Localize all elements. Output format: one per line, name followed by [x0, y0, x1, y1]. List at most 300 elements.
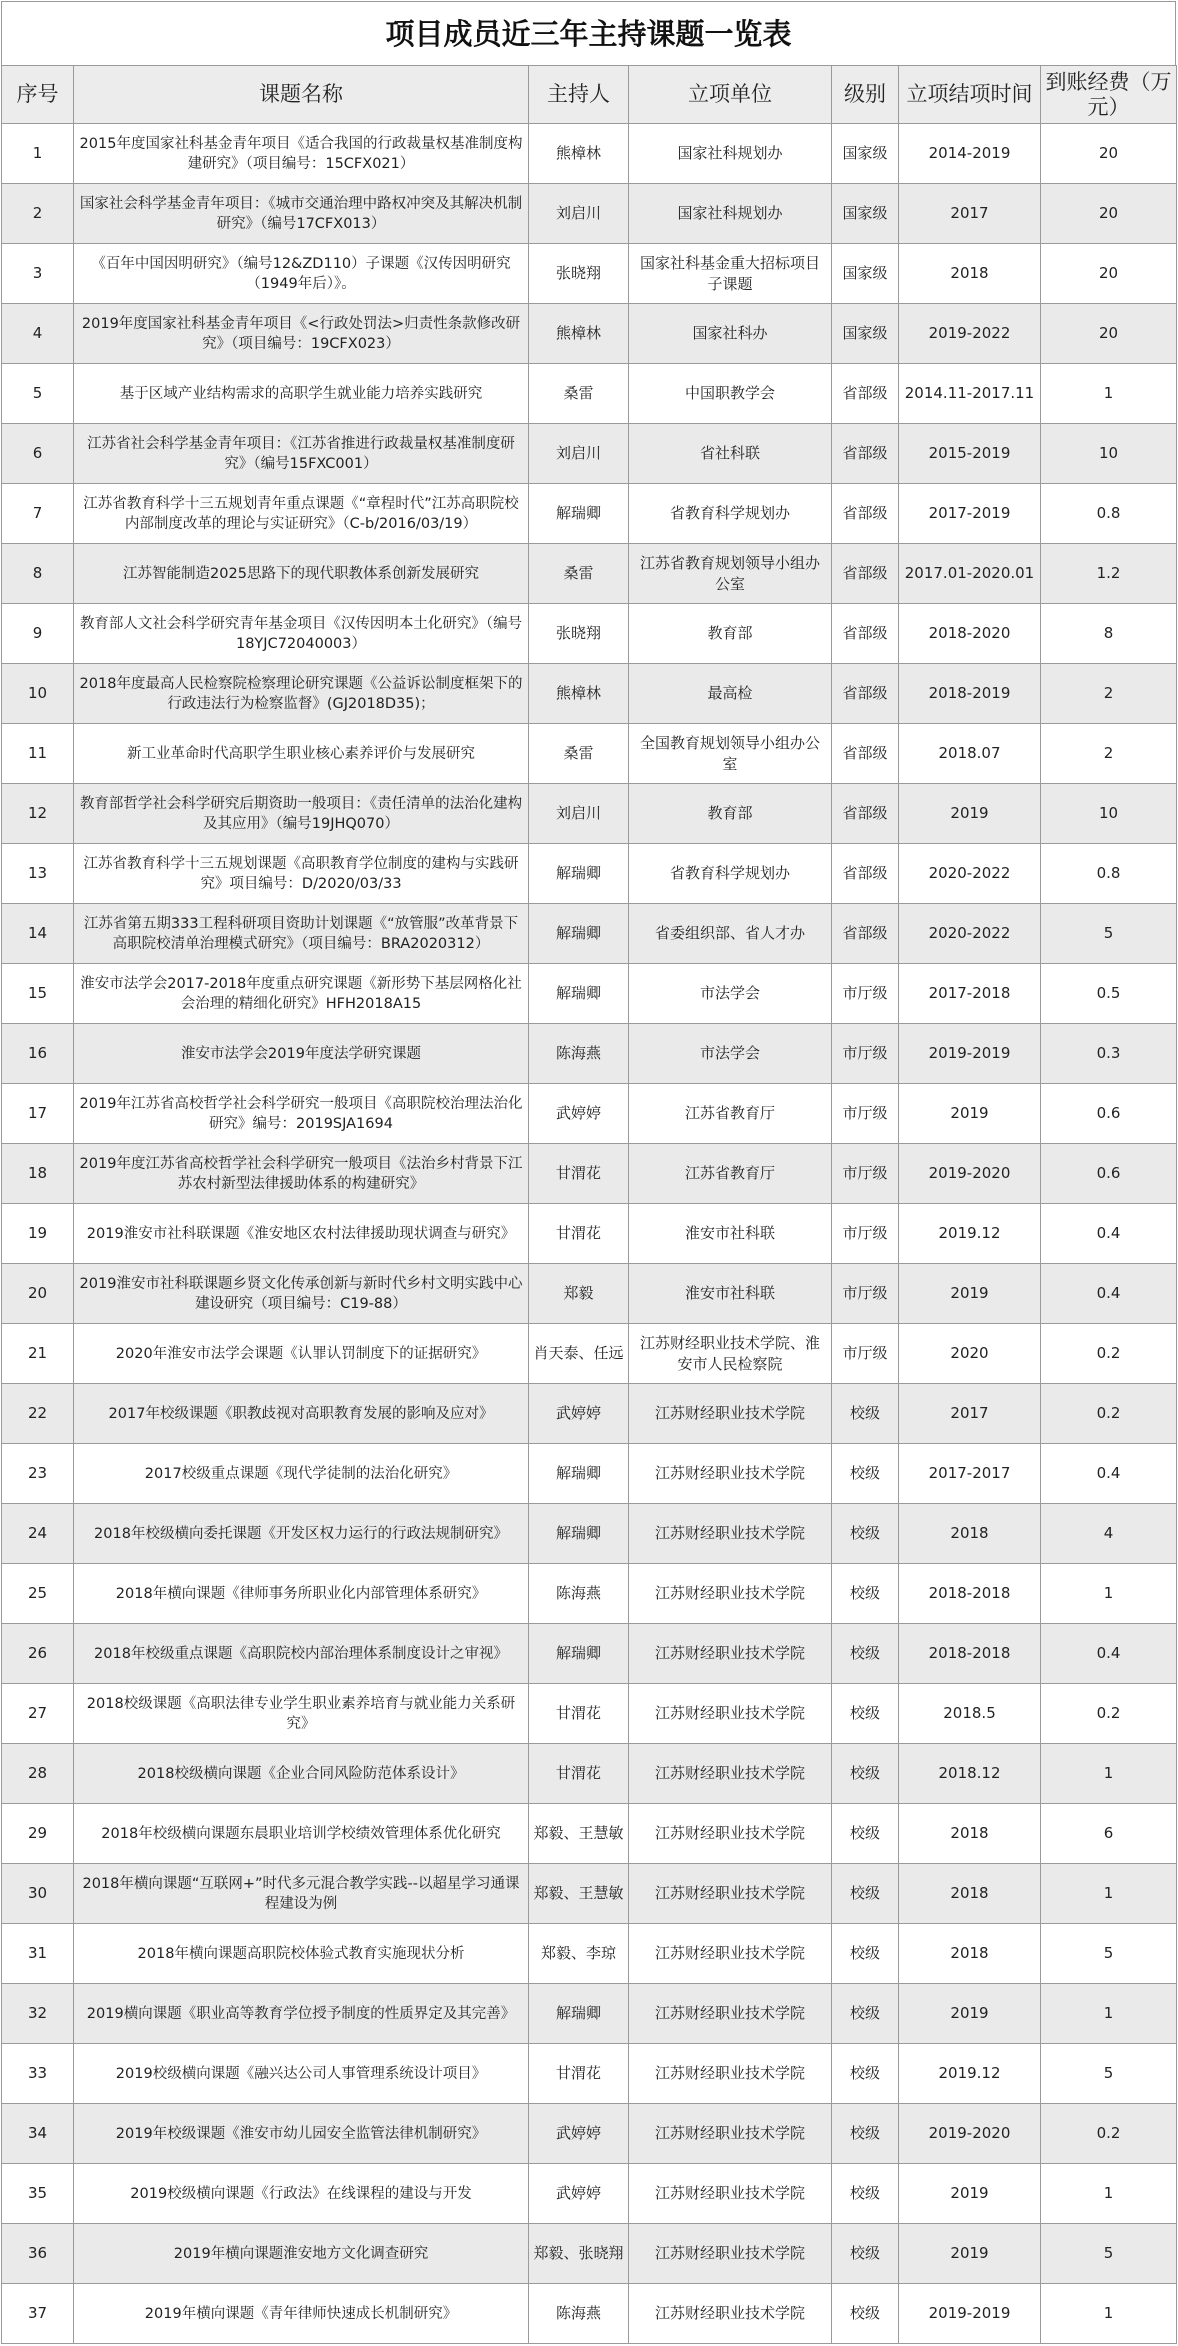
- cell-project-name: 2018年横向课题“互联网+”时代多元混合教学实践--以超星学习通课程建设为例: [74, 1864, 529, 1924]
- cell-index: 22: [2, 1384, 74, 1444]
- cell-host: 陈海燕: [529, 1024, 629, 1084]
- cell-host: 武婷婷: [529, 2164, 629, 2224]
- cell-funding: 0.4: [1041, 1444, 1177, 1504]
- cell-funding: 1: [1041, 1984, 1177, 2044]
- cell-level: 校级: [832, 2164, 899, 2224]
- cell-level: 市厅级: [832, 1024, 899, 1084]
- cell-project-name: 教育部人文社会科学研究青年基金项目《汉传因明本土化研究》（编号 18YJC72040003）: [74, 604, 529, 664]
- table-row: [2, 724, 1177, 784]
- cell-period: 2017-2018: [899, 964, 1041, 1024]
- cell-unit: 江苏财经职业技术学院: [629, 2284, 832, 2344]
- cell-funding: 0.8: [1041, 844, 1177, 904]
- cell-index: 6: [2, 424, 74, 484]
- cell-level: 校级: [832, 1564, 899, 1624]
- cell-host: 桑雷: [529, 364, 629, 424]
- cell-funding: 1: [1041, 2164, 1177, 2224]
- cell-funding: 1: [1041, 364, 1177, 424]
- header-unit: 立项单位: [629, 66, 832, 124]
- cell-host: 解瑞卿: [529, 484, 629, 544]
- cell-level: 校级: [832, 1924, 899, 1984]
- cell-period: 2019-2022: [899, 304, 1041, 364]
- cell-unit: 江苏财经职业技术学院: [629, 2104, 832, 2164]
- cell-funding: 0.6: [1041, 1084, 1177, 1144]
- cell-host: 熊樟林: [529, 664, 629, 724]
- cell-funding: 4: [1041, 1504, 1177, 1564]
- cell-level: 省部级: [832, 484, 899, 544]
- table-row: [2, 1684, 1177, 1744]
- table-row: [2, 364, 1177, 424]
- cell-index: 33: [2, 2044, 74, 2104]
- table-row: [2, 604, 1177, 664]
- cell-period: 2019: [899, 1084, 1041, 1144]
- cell-project-name: 2019淮安市社科联课题《淮安地区农村法律援助现状调查与研究》: [74, 1204, 529, 1264]
- cell-unit: 江苏财经职业技术学院: [629, 1624, 832, 1684]
- cell-funding: 1: [1041, 1744, 1177, 1804]
- cell-funding: 5: [1041, 1924, 1177, 1984]
- cell-period: 2020-2022: [899, 844, 1041, 904]
- cell-index: 29: [2, 1804, 74, 1864]
- cell-project-name: 江苏省教育科学十三五规划课题《高职教育学位制度的建构与实践研究》项目编号：D/2020/03/33: [74, 844, 529, 904]
- cell-unit: 江苏财经职业技术学院: [629, 1744, 832, 1804]
- table-row: [2, 2044, 1177, 2104]
- table-row: [2, 244, 1177, 304]
- cell-host: 甘渭花: [529, 2044, 629, 2104]
- cell-level: 校级: [832, 2284, 899, 2344]
- cell-index: 17: [2, 1084, 74, 1144]
- cell-project-name: 2019年横向课题《青年律师快速成长机制研究》: [74, 2284, 529, 2344]
- cell-host: 郑毅、王慧敏: [529, 1864, 629, 1924]
- cell-level: 校级: [832, 1384, 899, 1444]
- cell-unit: 江苏财经职业技术学院: [629, 2164, 832, 2224]
- cell-index: 36: [2, 2224, 74, 2284]
- cell-host: 刘启川: [529, 424, 629, 484]
- cell-period: 2017-2017: [899, 1444, 1041, 1504]
- cell-unit: 江苏财经职业技术学院: [629, 1984, 832, 2044]
- table-row: [2, 484, 1177, 544]
- cell-funding: 0.3: [1041, 1024, 1177, 1084]
- cell-unit: 全国教育规划领导小组办公室: [629, 724, 832, 784]
- cell-project-name: 2019校级横向课题《行政法》在线课程的建设与开发: [74, 2164, 529, 2224]
- cell-project-name: 2018校级课题《高职法律专业学生职业素养培育与就业能力关系研究》: [74, 1684, 529, 1744]
- cell-funding: 8: [1041, 604, 1177, 664]
- cell-project-name: 2018年横向课题高职院校体验式教育实施现状分析: [74, 1924, 529, 1984]
- cell-index: 28: [2, 1744, 74, 1804]
- cell-level: 省部级: [832, 364, 899, 424]
- cell-host: 刘启川: [529, 184, 629, 244]
- cell-unit: 省社科联: [629, 424, 832, 484]
- cell-project-name: 江苏省社会科学基金青年项目：《江苏省推进行政裁量权基准制度研究》（编号15FXC001）: [74, 424, 529, 484]
- table-row: [2, 124, 1177, 184]
- cell-period: 2018.12: [899, 1744, 1041, 1804]
- cell-unit: 江苏财经职业技术学院: [629, 1384, 832, 1444]
- table-header-row: [2, 66, 1177, 124]
- cell-unit: 淮安市社科联: [629, 1204, 832, 1264]
- page-title: 项目成员近三年主持课题一览表: [1, 1, 1176, 65]
- table-row: [2, 1264, 1177, 1324]
- cell-funding: 0.2: [1041, 2104, 1177, 2164]
- cell-index: 8: [2, 544, 74, 604]
- cell-funding: 2: [1041, 724, 1177, 784]
- cell-unit: 中国职教学会: [629, 364, 832, 424]
- cell-level: 省部级: [832, 844, 899, 904]
- cell-host: 解瑞卿: [529, 1984, 629, 2044]
- cell-host: 武婷婷: [529, 1084, 629, 1144]
- cell-host: 甘渭花: [529, 1684, 629, 1744]
- cell-index: 4: [2, 304, 74, 364]
- cell-host: 刘启川: [529, 784, 629, 844]
- table-row: [2, 304, 1177, 364]
- cell-unit: 教育部: [629, 784, 832, 844]
- cell-index: 30: [2, 1864, 74, 1924]
- cell-project-name: 江苏智能制造2025思路下的现代职教体系创新发展研究: [74, 544, 529, 604]
- cell-unit: 江苏财经职业技术学院: [629, 1804, 832, 1864]
- cell-project-name: 淮安市法学会2019年度法学研究课题: [74, 1024, 529, 1084]
- cell-unit: 国家社科办: [629, 304, 832, 364]
- cell-host: 张晓翔: [529, 244, 629, 304]
- cell-project-name: 2020年淮安市法学会课题《认罪认罚制度下的证据研究》: [74, 1324, 529, 1384]
- cell-period: 2014.11-2017.11: [899, 364, 1041, 424]
- table-row: [2, 2164, 1177, 2224]
- cell-index: 9: [2, 604, 74, 664]
- table-row: [2, 664, 1177, 724]
- cell-funding: 6: [1041, 1804, 1177, 1864]
- cell-host: 张晓翔: [529, 604, 629, 664]
- cell-level: 省部级: [832, 424, 899, 484]
- cell-unit: 省教育科学规划办: [629, 484, 832, 544]
- cell-host: 解瑞卿: [529, 964, 629, 1024]
- table-row: [2, 1564, 1177, 1624]
- cell-index: 37: [2, 2284, 74, 2344]
- cell-funding: 0.5: [1041, 964, 1177, 1024]
- cell-funding: 0.8: [1041, 484, 1177, 544]
- cell-period: 2020: [899, 1324, 1041, 1384]
- table-body: [2, 124, 1177, 2344]
- cell-funding: 5: [1041, 2224, 1177, 2284]
- cell-period: 2018-2020: [899, 604, 1041, 664]
- cell-level: 市厅级: [832, 1204, 899, 1264]
- cell-index: 10: [2, 664, 74, 724]
- cell-level: 国家级: [832, 304, 899, 364]
- cell-host: 郑毅、李琼: [529, 1924, 629, 1984]
- cell-period: 2018: [899, 1804, 1041, 1864]
- cell-host: 解瑞卿: [529, 1444, 629, 1504]
- cell-project-name: 2018年校级横向课题东晨职业培训学校绩效管理体系优化研究: [74, 1804, 529, 1864]
- cell-funding: 10: [1041, 424, 1177, 484]
- cell-unit: 江苏财经职业技术学院: [629, 1684, 832, 1744]
- table-row: [2, 1204, 1177, 1264]
- cell-period: 2018.5: [899, 1684, 1041, 1744]
- cell-funding: 0.2: [1041, 1324, 1177, 1384]
- cell-level: 市厅级: [832, 1264, 899, 1324]
- cell-level: 校级: [832, 2224, 899, 2284]
- cell-project-name: 2019校级横向课题《融兴达公司人事管理系统设计项目》: [74, 2044, 529, 2104]
- table-row: [2, 1324, 1177, 1384]
- cell-period: 2017: [899, 184, 1041, 244]
- cell-host: 解瑞卿: [529, 844, 629, 904]
- cell-host: 肖天泰、任远: [529, 1324, 629, 1384]
- cell-period: 2018: [899, 1924, 1041, 1984]
- cell-level: 校级: [832, 1444, 899, 1504]
- cell-period: 2018-2018: [899, 1564, 1041, 1624]
- cell-host: 解瑞卿: [529, 1624, 629, 1684]
- cell-period: 2019.12: [899, 1204, 1041, 1264]
- cell-project-name: 2015年度国家社科基金青年项目《适合我国的行政裁量权基准制度构建研究》（项目编号：15CFX021）: [74, 124, 529, 184]
- cell-funding: 0.4: [1041, 1204, 1177, 1264]
- cell-host: 解瑞卿: [529, 904, 629, 964]
- cell-unit: 国家社科基金重大招标项目子课题: [629, 244, 832, 304]
- cell-unit: 江苏省教育厅: [629, 1144, 832, 1204]
- cell-period: 2019: [899, 2164, 1041, 2224]
- cell-period: 2019-2019: [899, 2284, 1041, 2344]
- cell-level: 校级: [832, 2044, 899, 2104]
- cell-project-name: 2018校级横向课题《企业合同风险防范体系设计》: [74, 1744, 529, 1804]
- cell-index: 1: [2, 124, 74, 184]
- cell-level: 校级: [832, 1744, 899, 1804]
- cell-index: 18: [2, 1144, 74, 1204]
- table-row: [2, 1144, 1177, 1204]
- cell-index: 7: [2, 484, 74, 544]
- cell-unit: 市法学会: [629, 1024, 832, 1084]
- cell-level: 省部级: [832, 544, 899, 604]
- cell-host: 解瑞卿: [529, 1504, 629, 1564]
- cell-host: 武婷婷: [529, 1384, 629, 1444]
- table-row: [2, 1444, 1177, 1504]
- cell-index: 23: [2, 1444, 74, 1504]
- cell-funding: 0.6: [1041, 1144, 1177, 1204]
- cell-level: 校级: [832, 1504, 899, 1564]
- cell-funding: 2: [1041, 664, 1177, 724]
- cell-host: 武婷婷: [529, 2104, 629, 2164]
- cell-host: 熊樟林: [529, 124, 629, 184]
- cell-level: 省部级: [832, 604, 899, 664]
- cell-level: 省部级: [832, 664, 899, 724]
- cell-level: 省部级: [832, 904, 899, 964]
- cell-funding: 0.4: [1041, 1264, 1177, 1324]
- cell-level: 国家级: [832, 124, 899, 184]
- cell-period: 2019: [899, 784, 1041, 844]
- cell-period: 2019: [899, 2224, 1041, 2284]
- cell-funding: 0.2: [1041, 1684, 1177, 1744]
- table-row: [2, 424, 1177, 484]
- cell-funding: 5: [1041, 2044, 1177, 2104]
- table-row: [2, 964, 1177, 1024]
- cell-unit: 江苏省教育厅: [629, 1084, 832, 1144]
- cell-period: 2018: [899, 1504, 1041, 1564]
- cell-project-name: 2018年校级重点课题《高职院校内部治理体系制度设计之审视》: [74, 1624, 529, 1684]
- cell-level: 省部级: [832, 784, 899, 844]
- cell-unit: 省委组织部、省人才办: [629, 904, 832, 964]
- cell-period: 2019.12: [899, 2044, 1041, 2104]
- cell-level: 市厅级: [832, 964, 899, 1024]
- header-index: 序号: [2, 66, 74, 124]
- cell-host: 郑毅、王慧敏: [529, 1804, 629, 1864]
- cell-project-name: 2019横向课题《职业高等教育学位授予制度的性质界定及其完善》: [74, 1984, 529, 2044]
- table-row: [2, 1384, 1177, 1444]
- cell-period: 2018-2018: [899, 1624, 1041, 1684]
- cell-period: 2019-2020: [899, 2104, 1041, 2164]
- cell-level: 市厅级: [832, 1144, 899, 1204]
- cell-index: 35: [2, 2164, 74, 2224]
- cell-funding: 0.2: [1041, 1384, 1177, 1444]
- cell-project-name: 2017校级重点课题《现代学徒制的法治化研究》: [74, 1444, 529, 1504]
- cell-funding: 10: [1041, 784, 1177, 844]
- cell-funding: 20: [1041, 184, 1177, 244]
- cell-period: 2019-2020: [899, 1144, 1041, 1204]
- cell-unit: 江苏财经职业技术学院: [629, 2224, 832, 2284]
- cell-project-name: 江苏省教育科学十三五规划青年重点课题《“章程时代”江苏高职院校内部制度改革的理论与实证研究》（C-b/2016/03/19）: [74, 484, 529, 544]
- table-row: [2, 2284, 1177, 2344]
- cell-host: 甘渭花: [529, 1744, 629, 1804]
- cell-project-name: 2019淮安市社科联课题乡贤文化传承创新与新时代乡村文明实践中心建设研究（项目编号：C19-88）: [74, 1264, 529, 1324]
- header-level: 级别: [832, 66, 899, 124]
- cell-period: 2017-2019: [899, 484, 1041, 544]
- cell-unit: 江苏财经职业技术学院: [629, 1864, 832, 1924]
- cell-period: 2015-2019: [899, 424, 1041, 484]
- cell-index: 13: [2, 844, 74, 904]
- cell-host: 陈海燕: [529, 1564, 629, 1624]
- cell-unit: 淮安市社科联: [629, 1264, 832, 1324]
- cell-index: 19: [2, 1204, 74, 1264]
- cell-index: 24: [2, 1504, 74, 1564]
- cell-unit: 市法学会: [629, 964, 832, 1024]
- cell-index: 11: [2, 724, 74, 784]
- cell-unit: 江苏财经职业技术学院、淮安市人民检察院: [629, 1324, 832, 1384]
- cell-funding: 20: [1041, 124, 1177, 184]
- cell-index: 12: [2, 784, 74, 844]
- cell-host: 甘渭花: [529, 1204, 629, 1264]
- cell-index: 15: [2, 964, 74, 1024]
- cell-project-name: 2018年校级横向委托课题《开发区权力运行的行政法规制研究》: [74, 1504, 529, 1564]
- table-row: [2, 1504, 1177, 1564]
- cell-period: 2014-2019: [899, 124, 1041, 184]
- cell-project-name: 淮安市法学会2017-2018年度重点研究课题《新形势下基层网格化社会治理的精细化研究》HFH2018A15: [74, 964, 529, 1024]
- header-funding: 到账经费（万元）: [1041, 66, 1177, 124]
- cell-unit: 江苏财经职业技术学院: [629, 1924, 832, 1984]
- cell-funding: 1: [1041, 2284, 1177, 2344]
- cell-unit: 江苏财经职业技术学院: [629, 1504, 832, 1564]
- cell-host: 桑雷: [529, 544, 629, 604]
- header-host: 主持人: [529, 66, 629, 124]
- cell-level: 国家级: [832, 184, 899, 244]
- cell-unit: 教育部: [629, 604, 832, 664]
- cell-project-name: 《百年中国因明研究》（编号12&ZD110）子课题《汉传因明研究（1949年后）》。: [74, 244, 529, 304]
- cell-project-name: 2019年江苏省高校哲学社会科学研究一般项目《高职院校治理法治化研究》编号：2019SJA1694: [74, 1084, 529, 1144]
- table-row: [2, 1864, 1177, 1924]
- cell-project-name: 2019年度江苏省高校哲学社会科学研究一般项目《法治乡村背景下江苏农村新型法律援助体系的构建研究》: [74, 1144, 529, 1204]
- cell-funding: 20: [1041, 244, 1177, 304]
- cell-project-name: 基于区域产业结构需求的高职学生就业能力培养实践研究: [74, 364, 529, 424]
- cell-project-name: 2019年横向课题淮安地方文化调查研究: [74, 2224, 529, 2284]
- cell-period: 2019-2019: [899, 1024, 1041, 1084]
- cell-funding: 20: [1041, 304, 1177, 364]
- cell-project-name: 国家社会科学基金青年项目：《城市交通治理中路权冲突及其解决机制研究》（编号17CFX013）: [74, 184, 529, 244]
- cell-project-name: 2019年度国家社科基金青年项目《<行政处罚法>归责性条款修改研究》（项目编号：19CFX023）: [74, 304, 529, 364]
- table-row: [2, 184, 1177, 244]
- cell-project-name: 2018年横向课题《律师事务所职业化内部管理体系研究》: [74, 1564, 529, 1624]
- cell-index: 32: [2, 1984, 74, 2044]
- table-row: [2, 784, 1177, 844]
- table-row: [2, 844, 1177, 904]
- cell-index: 27: [2, 1684, 74, 1744]
- cell-funding: 1.2: [1041, 544, 1177, 604]
- table-row: [2, 544, 1177, 604]
- cell-host: 郑毅: [529, 1264, 629, 1324]
- cell-funding: 1: [1041, 1864, 1177, 1924]
- cell-project-name: 新工业革命时代高职学生职业核心素养评价与发展研究: [74, 724, 529, 784]
- table-row: [2, 2104, 1177, 2164]
- header-project-name: 课题名称: [74, 66, 529, 124]
- cell-host: 郑毅、张晓翔: [529, 2224, 629, 2284]
- cell-host: 桑雷: [529, 724, 629, 784]
- cell-index: 34: [2, 2104, 74, 2164]
- cell-unit: 最高检: [629, 664, 832, 724]
- cell-unit: 省教育科学规划办: [629, 844, 832, 904]
- cell-period: 2017: [899, 1384, 1041, 1444]
- cell-project-name: 2017年校级课题《职教歧视对高职教育发展的影响及应对》: [74, 1384, 529, 1444]
- cell-index: 31: [2, 1924, 74, 1984]
- cell-unit: 江苏财经职业技术学院: [629, 2044, 832, 2104]
- cell-project-name: 江苏省第五期333工程科研项目资助计划课题《“放管服”改革背景下高职院校清单治理模式研究》（项目编号：BRA2020312）: [74, 904, 529, 964]
- cell-funding: 1: [1041, 1564, 1177, 1624]
- project-table: [1, 65, 1177, 2344]
- cell-period: 2019: [899, 1984, 1041, 2044]
- cell-level: 校级: [832, 1804, 899, 1864]
- cell-period: 2018: [899, 1864, 1041, 1924]
- cell-period: 2018-2019: [899, 664, 1041, 724]
- cell-host: 甘渭花: [529, 1144, 629, 1204]
- cell-project-name: 2019年校级课题《淮安市幼儿园安全监管法律机制研究》: [74, 2104, 529, 2164]
- cell-level: 国家级: [832, 244, 899, 304]
- table-row: [2, 1624, 1177, 1684]
- cell-period: 2018: [899, 244, 1041, 304]
- cell-index: 20: [2, 1264, 74, 1324]
- table-row: [2, 1084, 1177, 1144]
- table-row: [2, 904, 1177, 964]
- cell-funding: 5: [1041, 904, 1177, 964]
- table-row: [2, 1024, 1177, 1084]
- cell-unit: 江苏财经职业技术学院: [629, 1564, 832, 1624]
- cell-index: 26: [2, 1624, 74, 1684]
- cell-index: 25: [2, 1564, 74, 1624]
- table-row: [2, 1744, 1177, 1804]
- cell-project-name: 2018年度最高人民检察院检察理论研究课题《公益诉讼制度框架下的行政违法行为检察监督》(GJ2018D35)；: [74, 664, 529, 724]
- cell-period: 2019: [899, 1264, 1041, 1324]
- cell-funding: 0.4: [1041, 1624, 1177, 1684]
- cell-unit: 江苏财经职业技术学院: [629, 1444, 832, 1504]
- table-row: [2, 1984, 1177, 2044]
- cell-level: 校级: [832, 1684, 899, 1744]
- cell-unit: 江苏省教育规划领导小组办公室: [629, 544, 832, 604]
- cell-period: 2017.01-2020.01: [899, 544, 1041, 604]
- cell-level: 校级: [832, 1624, 899, 1684]
- cell-host: 陈海燕: [529, 2284, 629, 2344]
- cell-level: 校级: [832, 1984, 899, 2044]
- cell-level: 市厅级: [832, 1084, 899, 1144]
- cell-index: 3: [2, 244, 74, 304]
- header-period: 立项结项时间: [899, 66, 1041, 124]
- cell-level: 校级: [832, 2104, 899, 2164]
- cell-level: 校级: [832, 1864, 899, 1924]
- cell-unit: 国家社科规划办: [629, 184, 832, 244]
- cell-index: 5: [2, 364, 74, 424]
- table-row: [2, 1804, 1177, 1864]
- table-row: [2, 1924, 1177, 1984]
- cell-index: 16: [2, 1024, 74, 1084]
- cell-period: 2018.07: [899, 724, 1041, 784]
- cell-period: 2020-2022: [899, 904, 1041, 964]
- cell-unit: 国家社科规划办: [629, 124, 832, 184]
- table-row: [2, 2224, 1177, 2284]
